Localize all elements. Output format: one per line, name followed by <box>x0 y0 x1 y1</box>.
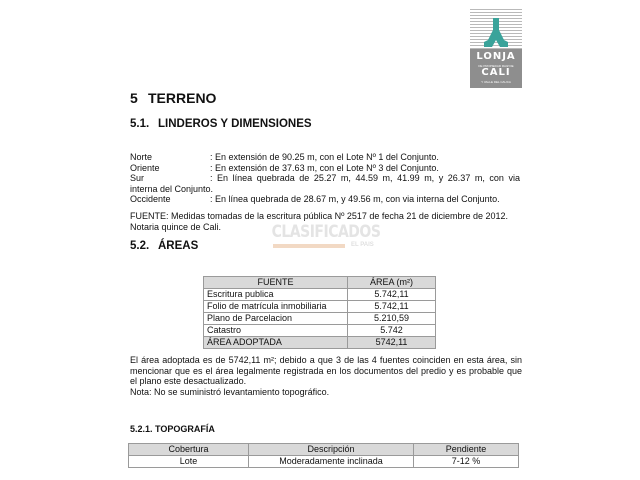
section-heading <box>130 90 216 106</box>
lindero-row <box>130 173 520 184</box>
logo-cali: CALI <box>481 67 511 78</box>
table-row <box>204 325 436 337</box>
table-header-row <box>129 444 519 456</box>
lonja-emblem-icon <box>484 18 508 48</box>
logo-subtitle-1: DE PROPIEDAD RAIZ DE <box>478 64 514 68</box>
lonja-logo <box>470 9 522 88</box>
table-cell: 5.210,59 <box>348 313 436 325</box>
table-cell: 5.742 <box>348 325 436 337</box>
table-cell: 7-12 % <box>414 456 519 468</box>
table-cell: Folio de matrícula inmobiliaria <box>204 301 348 313</box>
column-header: FUENTE <box>204 277 348 289</box>
areas-title: ÁREAS <box>158 240 199 252</box>
table-cell: Plano de Parcelacion <box>204 313 348 325</box>
table-cell: Catastro <box>204 325 348 337</box>
lindero-text: : En línea quebrada de 28.67 m, y 49.56 m, con via interna del Conjunto. <box>210 194 500 204</box>
areas-number: 5.2. <box>130 240 150 252</box>
topografia-heading <box>130 424 215 434</box>
column-header: Pendiente <box>414 444 519 456</box>
lindero-row <box>130 194 520 205</box>
areas-paragraph <box>130 355 522 397</box>
table-cell: 5.742,11 <box>348 289 436 301</box>
logo-subtitle-2: Y VALLE DEL CAUCA <box>481 80 511 84</box>
linderos-list <box>130 152 520 205</box>
column-header: Descripción <box>249 444 414 456</box>
linderos-number: 5.1. <box>130 118 150 130</box>
lindero-row <box>130 152 520 163</box>
topografia-title: TOPOGRAFÍA <box>155 424 215 434</box>
logo-lonja: LONJA <box>476 51 516 62</box>
table-row <box>204 313 436 325</box>
table-cell: 5.742,11 <box>348 301 436 313</box>
lindero-label: Occidente <box>130 194 171 204</box>
clasificados-watermark <box>271 224 381 256</box>
lindero-text: : En extensión de 37.63 m, con el Lote Nº 3 del Conjunto. <box>210 162 439 173</box>
topografia-table <box>128 443 519 468</box>
watermark-bar <box>273 244 345 248</box>
table-row <box>204 289 436 301</box>
areas-explanation: El área adoptada es de 5742,11 m²; debido a que 3 de las 4 fuentes coinciden en esta área, sin mencionar que es el área legalmente registrada en los documentos del predio y es probable que el plano este desactualizado. <box>130 355 522 386</box>
table-header-row <box>204 277 436 289</box>
lindero-label: Sur <box>130 173 145 183</box>
watermark-sub: EL PAIS <box>351 242 374 248</box>
areas-nota: Nota: No se suministró levantamiento topográfico. <box>130 386 330 397</box>
table-row <box>204 301 436 313</box>
linderos-title: LINDEROS Y DIMENSIONES <box>158 118 312 130</box>
fuente-note: FUENTE: Medidas tomadas de la escritura pública Nº 2517 de fecha 21 de diciembre de 2012. Notaria quince de Cali. <box>130 211 508 232</box>
lindero-label: Norte <box>130 152 153 162</box>
table-total-row <box>204 337 436 349</box>
table-cell: 5742,11 <box>348 337 436 349</box>
lindero-text: : En línea quebrada de 25.27 m, 44.59 m, 41.99 m, y 26.37 m, con via <box>210 173 520 183</box>
lindero-label: Oriente <box>130 162 160 173</box>
table-row <box>129 456 519 468</box>
areas-table <box>203 276 436 349</box>
table-cell: Lote <box>129 456 249 468</box>
section-title: TERRENO <box>148 90 217 106</box>
linderos-heading <box>130 118 312 130</box>
topografia-number: 5.2.1. <box>130 424 153 434</box>
areas-heading <box>130 240 198 252</box>
table-cell: Moderadamente inclinada <box>249 456 414 468</box>
watermark-text: CLASIFICADOS <box>271 222 381 242</box>
column-header: ÁREA (m²) <box>348 277 436 289</box>
lindero-row <box>130 163 520 174</box>
table-cell: ÁREA ADOPTADA <box>204 337 348 349</box>
column-header: Cobertura <box>129 444 249 456</box>
table-cell: Escritura publica <box>204 289 348 301</box>
section-number: 5 <box>130 90 138 106</box>
lindero-text: : En extensión de 90.25 m, con el Lote Nº 1 del Conjunto. <box>210 152 439 162</box>
lindero-continuation: interna del Conjunto. <box>130 183 214 194</box>
